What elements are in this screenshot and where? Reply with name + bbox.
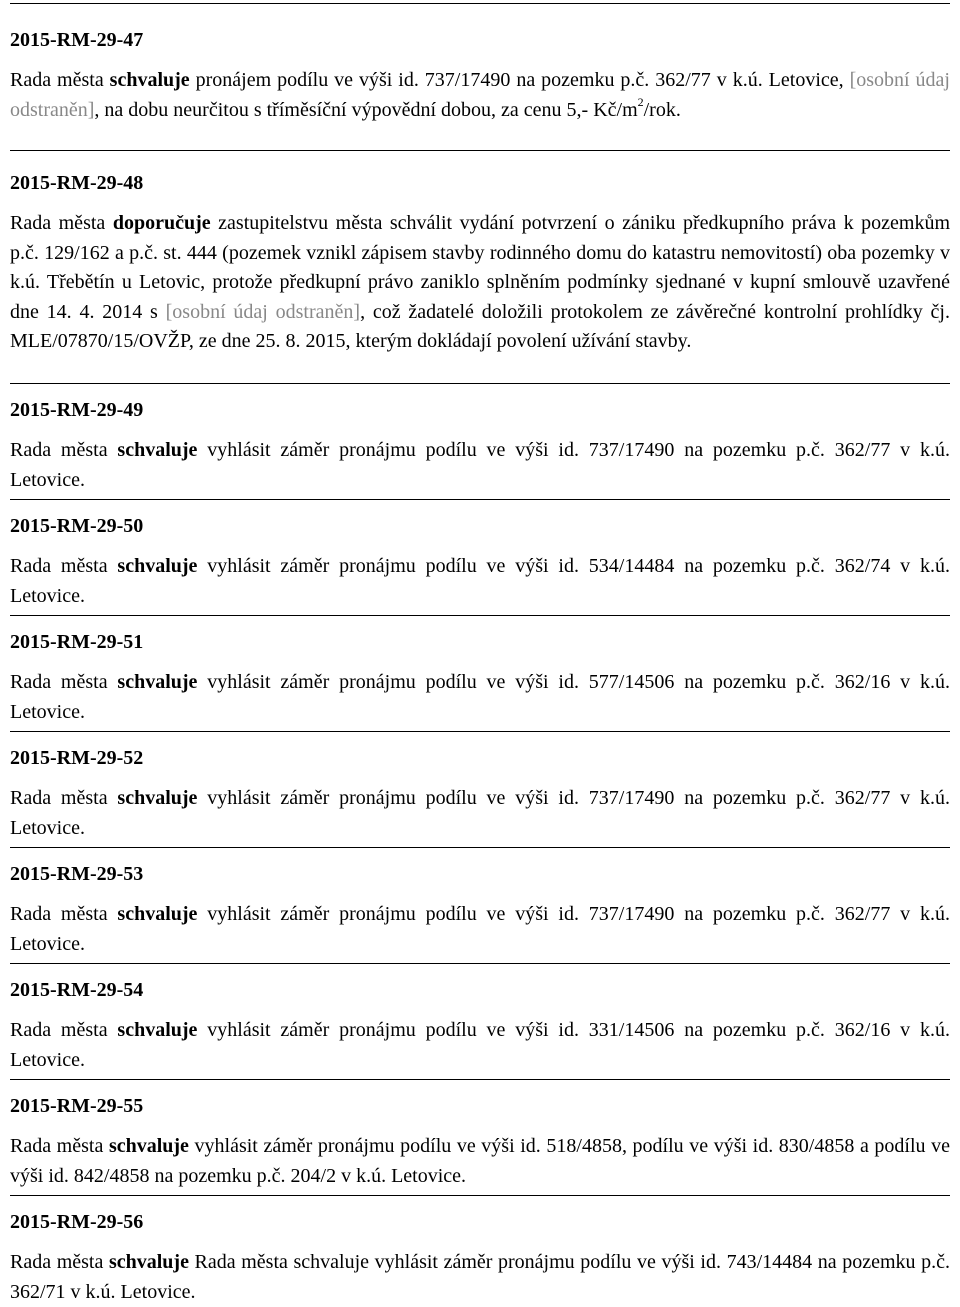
resolution-id: 2015-RM-29-56 xyxy=(10,1211,144,1233)
separator-rule xyxy=(10,150,950,151)
resolution-id: 2015-RM-29-55 xyxy=(10,1095,144,1117)
resolution-text: Rada města schvaluje vyhlásit záměr pronájmu podílu ve výši id. 737/17490 na pozemku p.č. 362/77 v k.ú. Letovice. xyxy=(10,439,950,491)
resolution-id: 2015-RM-29-50 xyxy=(10,515,144,537)
resolution-text: Rada města schvaluje vyhlásit záměr pronájmu podílu ve výši id. 534/14484 na pozemku p.č. 362/74 v k.ú. Letovice. xyxy=(10,555,950,607)
resolution-id: 2015-RM-29-51 xyxy=(10,631,144,653)
redacted-personal-data: [osobní údaj odstraněn] xyxy=(10,69,950,121)
resolution-verb: schvaluje xyxy=(108,1251,189,1273)
separator-rule xyxy=(10,847,950,848)
resolution-text: Rada města schvaluje pronájem podílu ve výši id. 737/17490 na pozemku p.č. 362/77 v k.ú. Letovice, [osobní údaj odstraněn], na dobu neurčitou s tříměsíční výpovědní dobou, za cenu 5,- $Kč/m^2$/rok. xyxy=(10,69,950,121)
superscript: 2 xyxy=(637,94,644,109)
resolution-block xyxy=(10,171,950,357)
resolution-id: 2015-RM-29-53 xyxy=(10,863,144,885)
resolution-verb: schvaluje xyxy=(117,787,198,809)
resolution-text: Rada města schvaluje vyhlásit záměr pronájmu podílu ve výši id. 518/4858, podílu ve výši id. 830/4858 a podílu ve výši id. 842/4858 na pozemku p.č. 204/2 v k.ú. Letovice. xyxy=(10,1135,950,1187)
resolution-id: 2015-RM-29-48 xyxy=(10,172,144,194)
separator-rule xyxy=(10,499,950,500)
resolution-text: Rada města schvaluje Rada města schvaluje vyhlásit záměr pronájmu podílu ve výši id. 743/14484 na pozemku p.č. 362/71 v k.ú. Letovice. xyxy=(10,1251,950,1303)
resolution-id: 2015-RM-29-47 xyxy=(10,29,144,51)
resolution-text: Rada města schvaluje vyhlásit záměr pronájmu podílu ve výši id. 737/17490 na pozemku p.č. 362/77 v k.ú. Letovice. xyxy=(10,903,950,955)
resolution-block xyxy=(10,1210,950,1307)
resolution-block xyxy=(10,1094,950,1191)
separator-rule xyxy=(10,615,950,616)
resolution-verb: schvaluje xyxy=(117,671,198,693)
resolution-verb: schvaluje xyxy=(117,1019,198,1041)
resolution-verb: schvaluje xyxy=(117,555,198,577)
resolution-id: 2015-RM-29-49 xyxy=(10,399,144,421)
resolution-verb: doporučuje xyxy=(112,212,211,234)
resolution-text: Rada města schvaluje vyhlásit záměr pronájmu podílu ve výši id. 737/17490 na pozemku p.č. 362/77 v k.ú. Letovice. xyxy=(10,787,950,839)
resolution-block xyxy=(10,514,950,611)
resolution-verb: schvaluje xyxy=(117,439,198,461)
separator-rule xyxy=(10,963,950,964)
resolution-text: Rada města schvaluje vyhlásit záměr pronájmu podílu ve výši id. 331/14506 na pozemku p.č. 362/16 v k.ú. Letovice. xyxy=(10,1019,950,1071)
resolution-block xyxy=(10,862,950,959)
resolution-block xyxy=(10,746,950,843)
top-rule xyxy=(10,3,950,4)
resolution-id: 2015-RM-29-52 xyxy=(10,747,144,769)
separator-rule xyxy=(10,1195,950,1196)
resolution-id: 2015-RM-29-54 xyxy=(10,979,144,1001)
separator-rule xyxy=(10,383,950,384)
resolution-text: Rada města schvaluje vyhlásit záměr pronájmu podílu ve výši id. 577/14506 na pozemku p.č. 362/16 v k.ú. Letovice. xyxy=(10,671,950,723)
resolution-block xyxy=(10,978,950,1075)
resolution-block xyxy=(10,28,950,125)
resolution-verb: schvaluje xyxy=(117,903,198,925)
separator-rule xyxy=(10,1079,950,1080)
resolution-block xyxy=(10,398,950,495)
resolution-verb: schvaluje xyxy=(108,1135,189,1157)
resolution-block xyxy=(10,630,950,727)
resolution-verb: schvaluje xyxy=(109,69,190,91)
separator-rule xyxy=(10,731,950,732)
resolution-text: Rada města doporučuje zastupitelstvu města schválit vydání potvrzení o zániku předkupního práva k pozemkům p.č. 129/162 a p.č. st. 444 (pozemek vznikl zápisem stavby rodinného domu do katastru nemovitostí) oba pozemky v k.ú. Třebětín u Letovic, protože předkupní právo zaniklo splněním podmínky sjednané v kupní smlouvě uzavřené dne 14. 4. 2014 s [osobní údaj odstraněn], což žadatelé doložili protokolem ze závěrečné kontrolní prohlídky čj. MLE/07870/15/OVŽP, ze dne 25. 8. 2015, kterým dokládají povolení užívání stavby. xyxy=(10,212,951,352)
redacted-personal-data: [osobní údaj odstraněn] xyxy=(165,300,361,323)
